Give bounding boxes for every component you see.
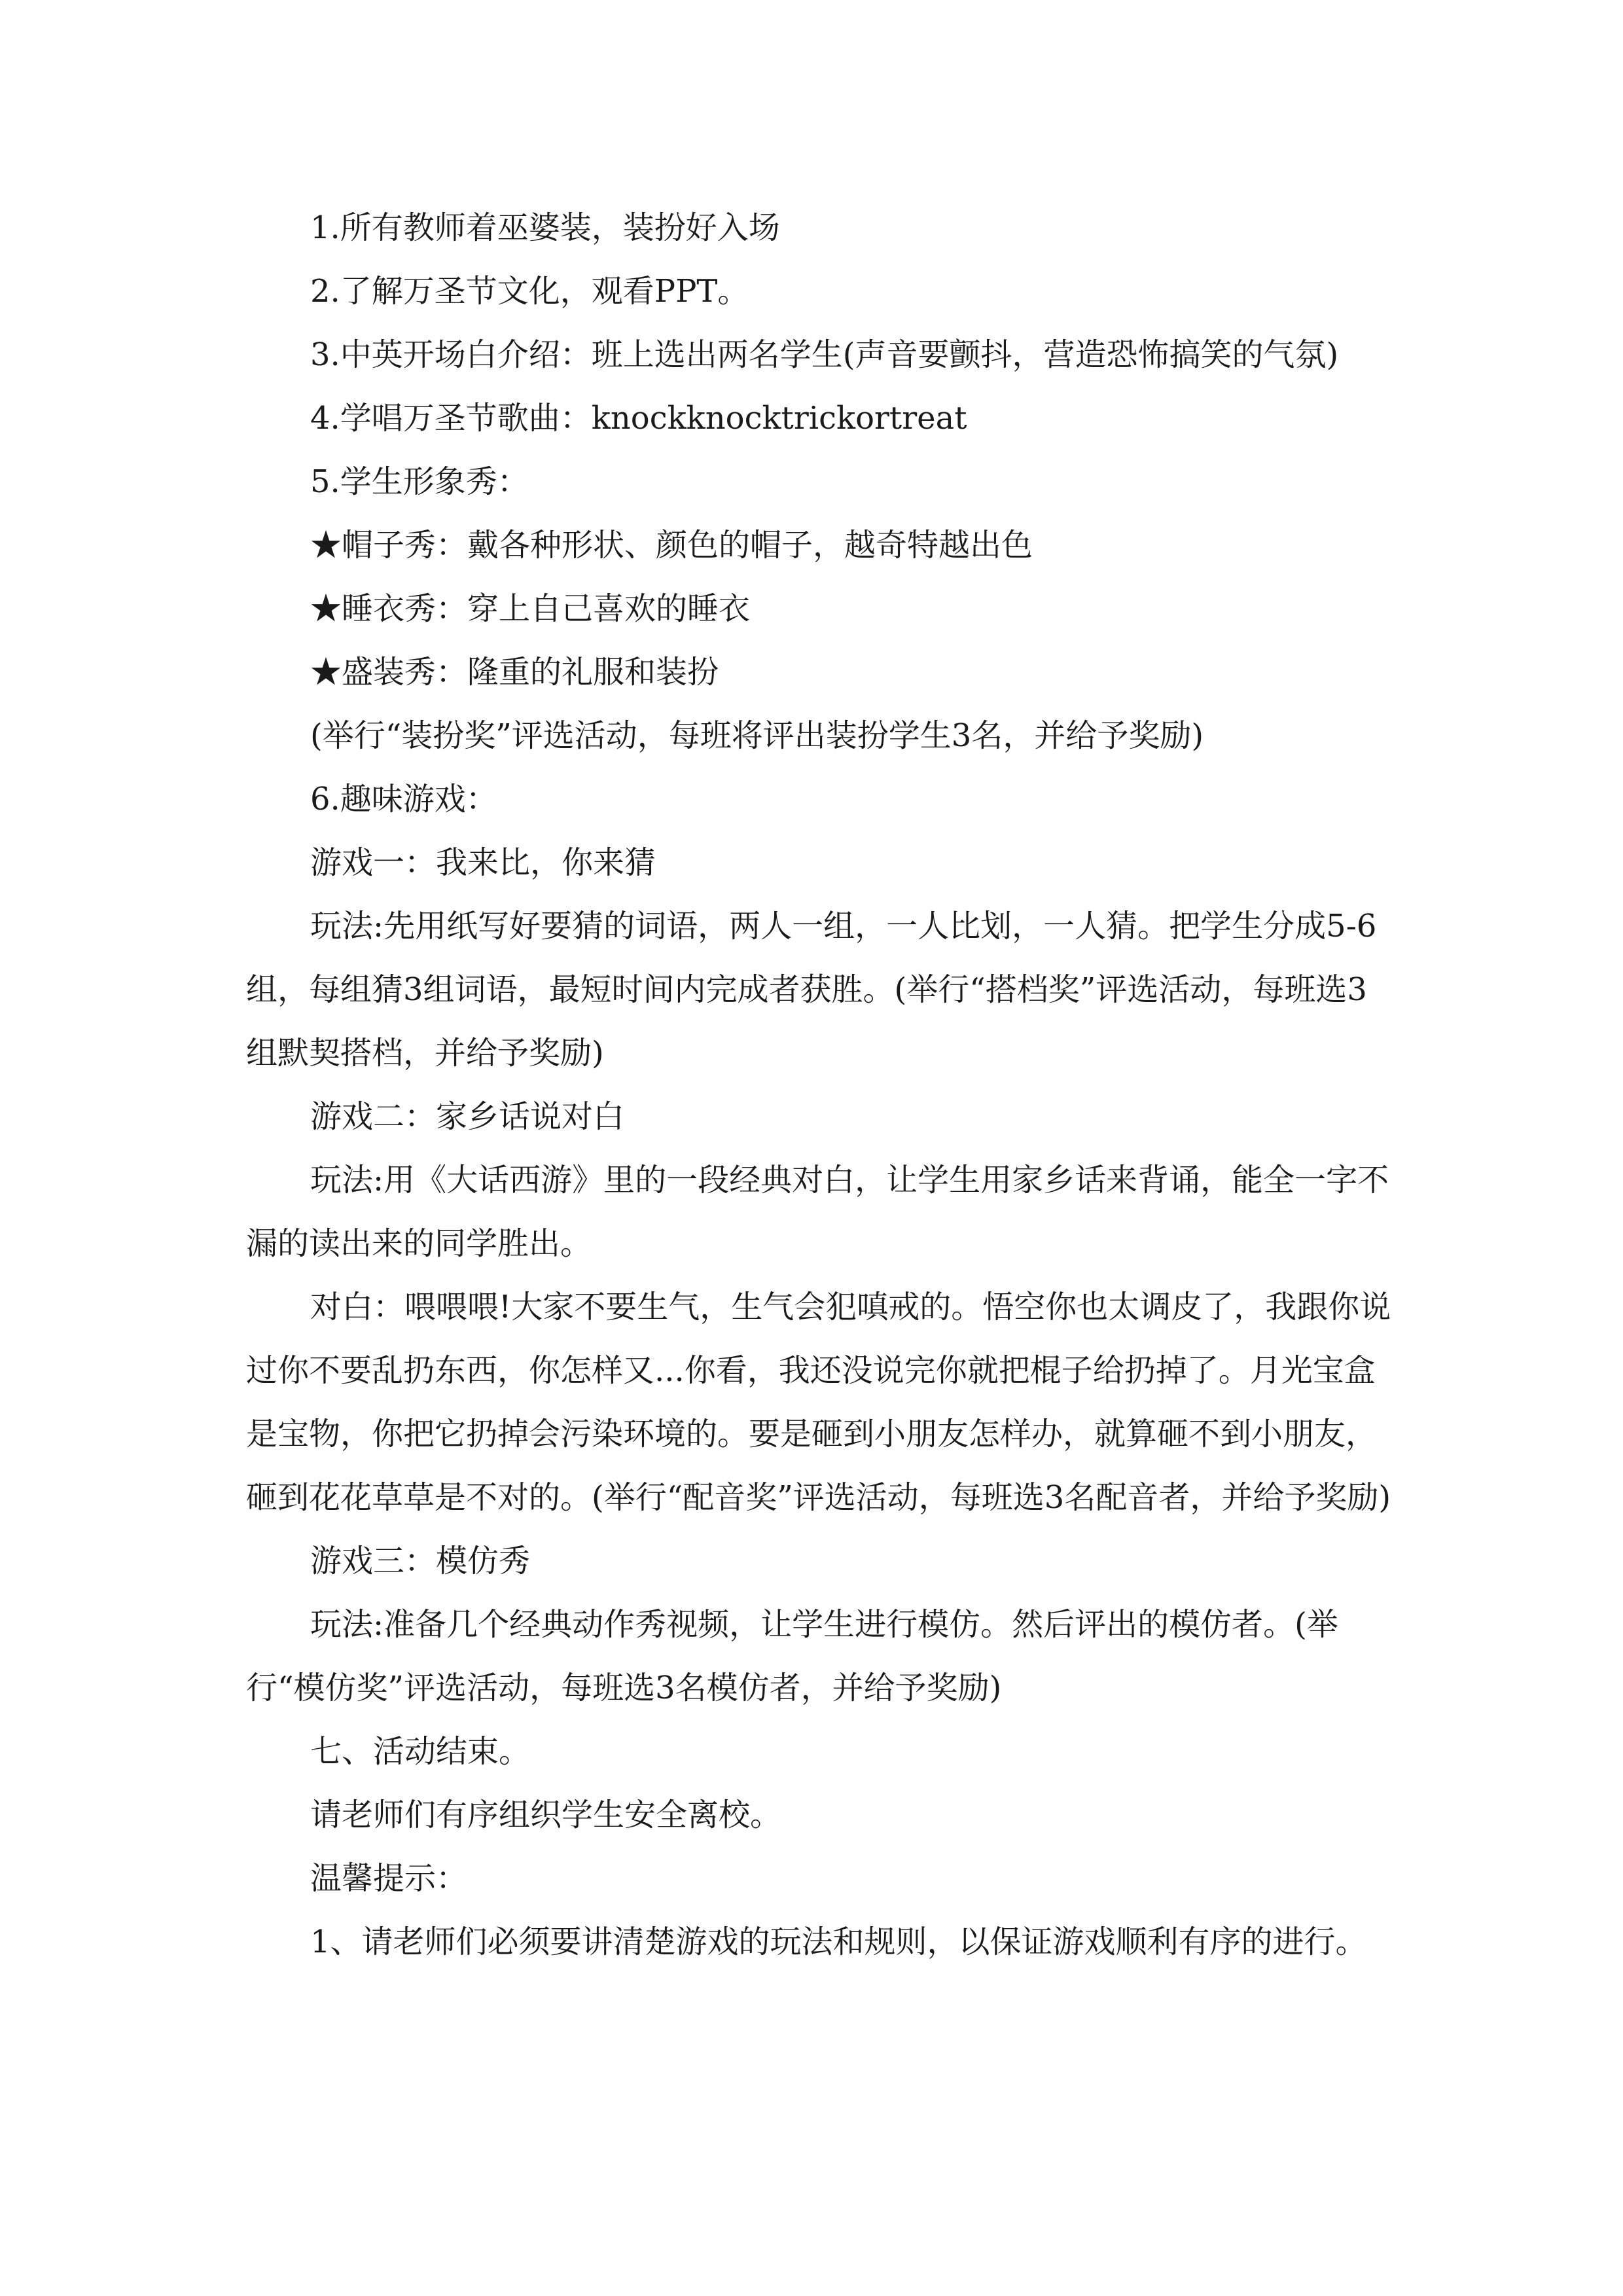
paragraph-game-two-rules: 玩法:用《大话西游》里的一段经典对白，让学生用家乡话来背诵，能全一字不漏的读出来的同学胜出。 <box>246 1162 1389 1262</box>
paragraph-halloween-culture: 2.了解万圣节文化，观看PPT。 <box>310 273 749 310</box>
document-body <box>246 196 1391 1974</box>
paragraph-safe-leave: 请老师们有序组织学生安全离校。 <box>310 1797 782 1833</box>
paragraph-game-two-title: 游戏二：家乡话说对白 <box>310 1098 625 1135</box>
paragraph-dialogue: 对白：喂喂喂!大家不要生气，生气会犯嗔戒的。悟空你也太调皮了，我跟你说过你不要乱扔东西，你怎样又...你看，我还没说完你就把棍子给扔掉了。月光宝盒是宝物，你把它扔掉会污染环境的。要是砸到小朋友怎样办，就算砸不到小朋友，砸到花花草草是不对的。(举行“配音奖”评选活动，每班选3名配音者，并给予奖励) <box>246 1289 1391 1516</box>
paragraph-opening-intro: 3.中英开场白介绍：班上选出两名学生(声音要颤抖，营造恐怖搞笑的气氛) <box>310 336 1339 373</box>
paragraph-hat-show: ★帽子秀：戴各种形状、颜色的帽子，越奇特越出色 <box>310 527 1033 564</box>
paragraph-game-one-title: 游戏一：我来比，你来猜 <box>310 844 656 881</box>
paragraph-fun-games: 6.趣味游戏： <box>310 781 497 817</box>
paragraph-student-show: 5.学生形象秀： <box>310 463 529 500</box>
paragraph-game-one-rules: 玩法:先用纸写好要猜的词语，两人一组，一人比划，一人猜。把学生分成5-6组，每组猜3组词语，最短时间内完成者获胜。(举行“搭档奖”评选活动，每班选3组默契搭档，并给予奖励) <box>246 908 1377 1071</box>
paragraph-costume-show: ★盛装秀：隆重的礼服和装扮 <box>310 654 719 691</box>
paragraph-game-three-rules: 玩法:准备几个经典动作秀视频，让学生进行模仿。然后评出的模仿者。(举行“模仿奖”评选活动，每班选3名模仿者，并给予奖励) <box>246 1606 1338 1706</box>
paragraph-tip-one: 1、请老师们必须要讲清楚游戏的玩法和规则，以保证游戏顺利有序的进行。 <box>310 1924 1367 1960</box>
paragraph-pajama-show: ★睡衣秀：穿上自己喜欢的睡衣 <box>310 590 751 627</box>
paragraph-activity-end: 七、活动结束。 <box>310 1733 531 1770</box>
paragraph-game-three-title: 游戏三：模仿秀 <box>310 1543 531 1579</box>
paragraph-teacher-costume: 1.所有教师着巫婆装，装扮好入场 <box>310 209 780 246</box>
paragraph-song: 4.学唱万圣节歌曲：knockknocktrickortreat <box>310 400 967 437</box>
paragraph-tips-title: 温馨提示： <box>310 1860 468 1897</box>
paragraph-costume-award: (举行“装扮奖”评选活动，每班将评出装扮学生3名，并给予奖励) <box>310 717 1204 754</box>
